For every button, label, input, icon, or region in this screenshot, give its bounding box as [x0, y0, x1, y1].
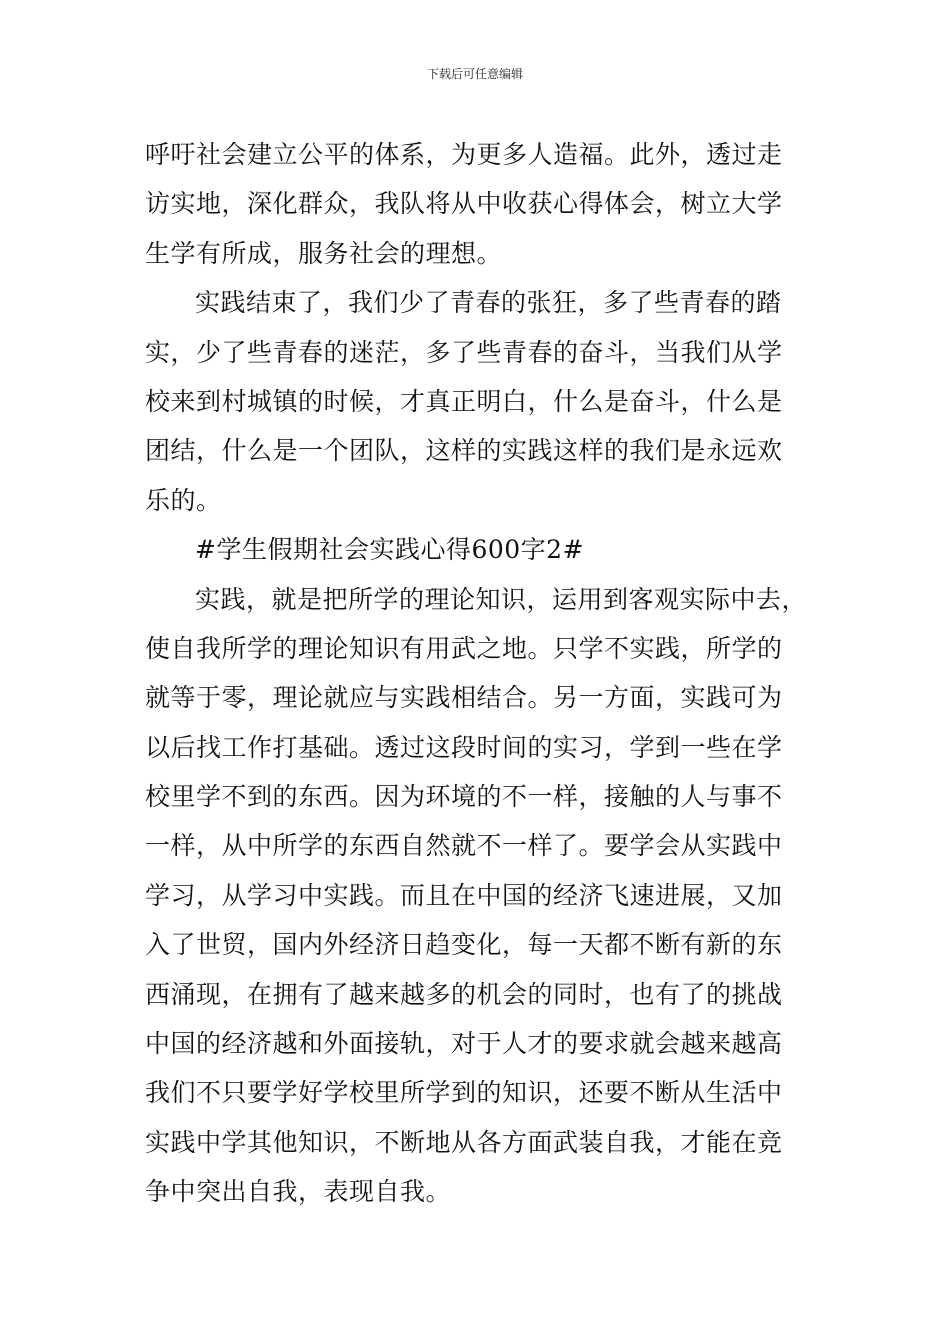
paragraph-line: 呼吁社会建立公平的体系，为更多人造福。此外，透过走 — [145, 140, 783, 169]
paragraph-line: 生学有所成，服务社会的理想。 — [145, 238, 503, 268]
paragraph-line: 团结，什么是一个团队，这样的实践这样的我们是永远欢 — [145, 436, 783, 466]
paragraph-line: 中国的经济越和外面接轨，对于人才的要求就会越来越高 — [145, 1029, 783, 1059]
paragraph-line: 争中突出自我，表现自我。 — [145, 1177, 452, 1207]
paragraph-line: 访实地，深化群众，我队将从中收获心得体会，树立大学 — [145, 189, 783, 219]
paragraph-line: 实践中学其他知识，不断地从各方面武装自我，才能在竞 — [145, 1127, 783, 1157]
paragraph-line: 学习，从学习中实践。而且在中国的经济飞速进展，又加 — [145, 880, 783, 910]
page-header: 下载后可任意编辑 — [426, 67, 523, 81]
paragraph-line: 实践结束了，我们少了青春的张狂，多了些青春的踏 — [195, 288, 782, 318]
paragraph-line: 校里学不到的东西。因为环境的不一样，接触的人与事不 — [145, 782, 783, 812]
paragraph-line: 乐的。 — [145, 485, 222, 515]
paragraph-line: 我们不只要学好学校里所学到的知识，还要不断从生活中 — [145, 1078, 783, 1108]
paragraph-line: 一样，从中所学的东西自然就不一样了。要学会从实践中 — [145, 831, 783, 861]
paragraph-line: 使自我所学的理论知识有用武之地。只学不实践，所学的 — [145, 633, 783, 663]
paragraph-line: 实践，就是把所学的理论知识，运用到客观实际中去， — [195, 584, 808, 614]
paragraph-line: 入了世贸，国内外经济日趋变化，每一天都不断有新的东 — [145, 930, 783, 960]
paragraph-line: 校来到村城镇的时候，才真正明白，什么是奋斗，什么是 — [145, 386, 783, 416]
section-heading: #学生假期社会实践心得600字2# — [195, 535, 585, 565]
paragraph-line: 实，少了些青春的迷茫，多了些青春的奋斗，当我们从学 — [145, 337, 783, 367]
paragraph-line: 就等于零，理论就应与实践相结合。另一方面，实践可为 — [145, 683, 783, 713]
document-body — [145, 130, 810, 1217]
paragraph-line: 以后找工作打基础。透过这段时间的实习，学到一些在学 — [145, 732, 783, 762]
paragraph-line: 西涌现，在拥有了越来越多的机会的同时，也有了的挑战 — [145, 979, 783, 1009]
